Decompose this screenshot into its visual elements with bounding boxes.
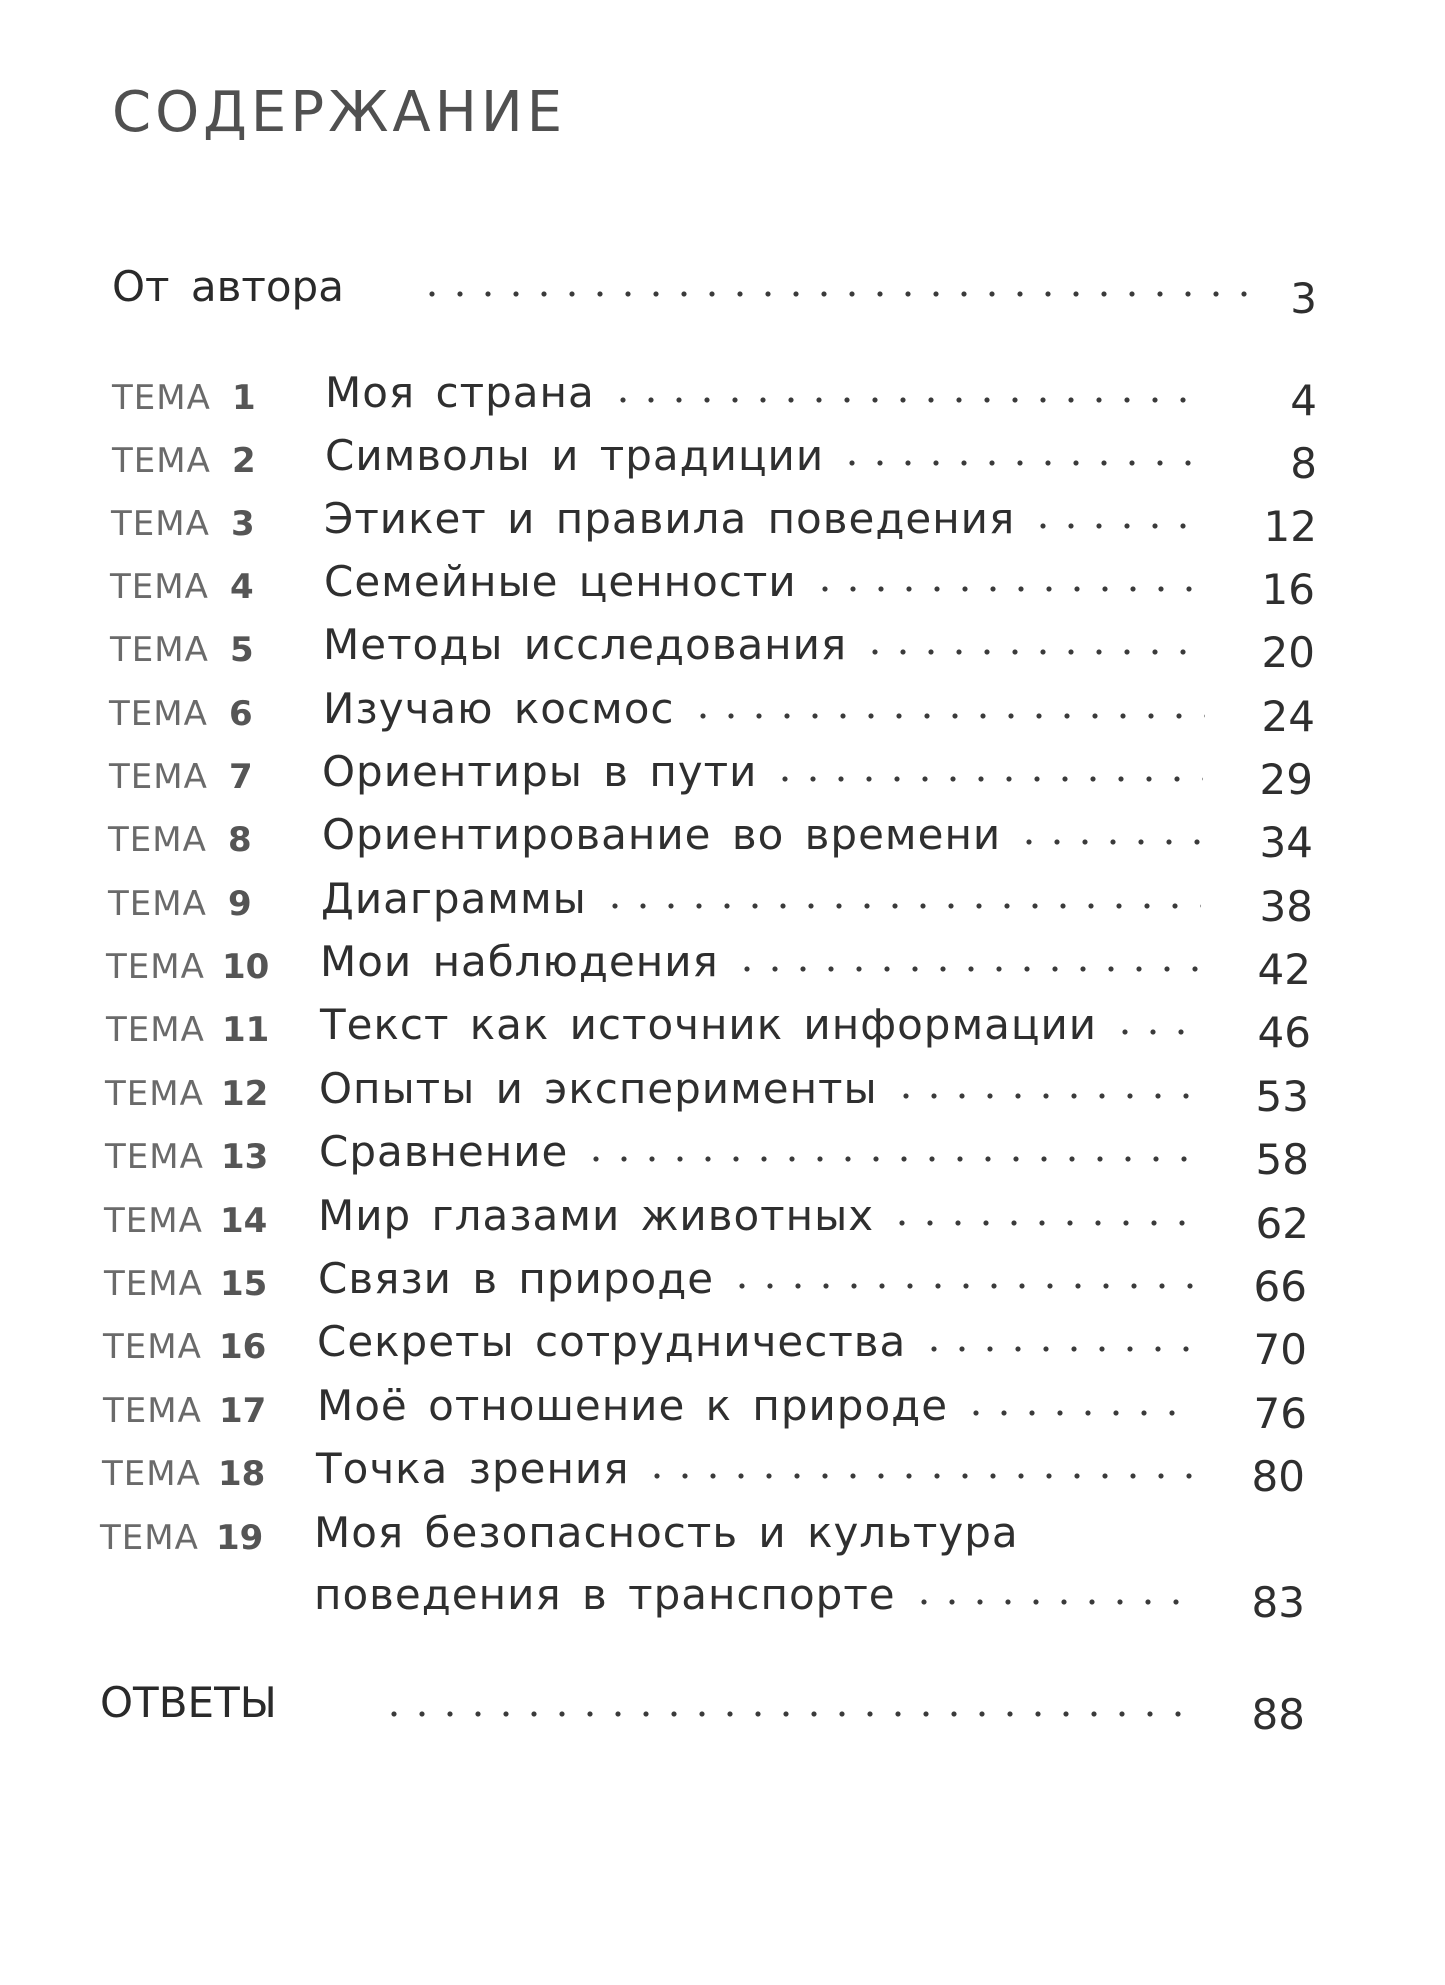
dot-leader [609, 396, 1207, 404]
topic-number: 14 [220, 1201, 268, 1241]
dot-leader [920, 1345, 1195, 1353]
page-number: 34 [1259, 818, 1313, 867]
topic-title: Мир глазами животных [318, 1191, 875, 1240]
topic-prefix: ТЕМА [106, 1010, 205, 1050]
topic-title: Ориентиры в пути [322, 747, 758, 796]
topic-title: Символы и традиции [325, 431, 825, 480]
dot-leader [1111, 1028, 1199, 1036]
topic-prefix: ТЕМА [100, 1518, 199, 1558]
page-number: 83 [1251, 1578, 1305, 1627]
page-number: 12 [1263, 502, 1317, 551]
topic-title: Сравнение [319, 1127, 569, 1176]
topic-prefix: ТЕМА [105, 1074, 204, 1114]
dot-leader [582, 1155, 1197, 1163]
toc-entry-topic-17[interactable] [0, 1381, 1445, 1441]
toc-entry-topic-9[interactable] [0, 874, 1445, 934]
topic-number: 9 [228, 884, 252, 924]
page-number: 8 [1290, 439, 1317, 488]
toc-entry-topic-19[interactable] [0, 1508, 1445, 1632]
topic-number: 5 [230, 630, 254, 670]
topic-number: 11 [222, 1010, 270, 1050]
toc-entry-topic-14[interactable] [0, 1191, 1445, 1251]
topic-title: Моя страна [325, 368, 595, 417]
topic-number: 7 [229, 757, 253, 797]
toc-entry-topic-5[interactable] [0, 620, 1445, 680]
toc-entry-topic-7[interactable] [0, 747, 1445, 807]
dot-leader [418, 290, 1268, 298]
topic-prefix: ТЕМА [109, 694, 208, 734]
page-number: 53 [1255, 1072, 1309, 1121]
toc-entry-topic-18[interactable] [0, 1444, 1445, 1504]
toc-entry-topic-10[interactable] [0, 937, 1445, 997]
topic-number: 1 [232, 378, 256, 418]
page-number: 38 [1259, 882, 1313, 931]
dot-leader [771, 775, 1203, 783]
page-number: 88 [1251, 1690, 1305, 1739]
topic-prefix: ТЕМА [109, 757, 208, 797]
page-number: 29 [1259, 755, 1313, 804]
topic-number: 12 [221, 1074, 269, 1114]
topic-title: Опыты и эксперименты [319, 1064, 878, 1113]
topic-number: 19 [216, 1518, 264, 1558]
dot-leader [888, 1219, 1197, 1227]
topic-number: 17 [219, 1391, 267, 1431]
dot-leader [380, 1710, 1200, 1718]
dot-leader [643, 1472, 1193, 1480]
dot-leader [1015, 838, 1203, 846]
topic-title-line2: поведения в транспорте [314, 1570, 896, 1619]
topic-prefix: ТЕМА [103, 1391, 202, 1431]
topic-prefix: ТЕМА [102, 1454, 201, 1494]
page-number: 58 [1255, 1135, 1309, 1184]
page-number: 16 [1261, 565, 1315, 614]
toc-entry-topic-13[interactable] [0, 1127, 1445, 1187]
toc-entry-topic-6[interactable] [0, 684, 1445, 744]
toc-entry-topic-12[interactable] [0, 1064, 1445, 1124]
topic-prefix: ТЕМА [108, 820, 207, 860]
page-number: 66 [1253, 1262, 1307, 1311]
page-number: 3 [1290, 274, 1317, 323]
topic-prefix: ТЕМА [104, 1201, 203, 1241]
dot-leader [910, 1598, 1195, 1606]
topic-prefix: ТЕМА [110, 567, 209, 607]
page-number: 70 [1253, 1325, 1307, 1374]
topic-prefix: ТЕМА [112, 378, 211, 418]
topic-prefix: ТЕМА [112, 441, 211, 481]
dot-leader [861, 648, 1205, 656]
topic-title: Моя безопасность и культура [314, 1508, 1019, 1557]
page-number: 76 [1253, 1389, 1307, 1438]
toc-entry-intro[interactable] [0, 262, 1445, 322]
topic-number: 8 [228, 820, 252, 860]
topic-title: Точка зрения [316, 1444, 630, 1493]
topic-number: 16 [219, 1327, 267, 1367]
topic-title: Моё отношение к природе [317, 1381, 949, 1430]
topic-title: Методы исследования [323, 620, 848, 669]
dot-leader [733, 965, 1201, 973]
toc-entry-topic-11[interactable] [0, 1000, 1445, 1060]
page-number: 62 [1255, 1199, 1309, 1248]
intro-label: От автора [112, 262, 344, 311]
topic-number: 6 [229, 694, 253, 734]
toc-entry-topic-4[interactable] [0, 557, 1445, 617]
toc-entry-topic-15[interactable] [0, 1254, 1445, 1314]
toc-entry-topic-2[interactable] [0, 431, 1445, 491]
dot-leader [838, 459, 1207, 467]
topic-number: 2 [232, 441, 256, 481]
topic-prefix: ТЕМА [103, 1327, 202, 1367]
topic-title: Семейные ценности [324, 557, 797, 606]
topic-number: 4 [230, 567, 254, 607]
topic-title: Ориентирование во времени [322, 810, 1002, 859]
dot-leader [962, 1409, 1195, 1417]
topic-number: 18 [218, 1454, 266, 1494]
toc-entry-topic-16[interactable] [0, 1317, 1445, 1377]
topic-title: Этикет и правила поведения [324, 494, 1016, 543]
topic-number: 10 [222, 947, 270, 987]
answers-label: ОТВЕТЫ [100, 1678, 277, 1727]
dot-leader [728, 1282, 1197, 1290]
topic-number: 3 [231, 504, 255, 544]
topic-prefix: ТЕМА [111, 504, 210, 544]
page-number: 4 [1290, 376, 1317, 425]
topic-title: Диаграммы [321, 874, 587, 923]
topic-title: Мои наблюдения [320, 937, 719, 986]
topic-title: Изучаю космос [323, 684, 675, 733]
topic-title: Связи в природе [318, 1254, 715, 1303]
toc-entry-topic-1[interactable] [0, 368, 1445, 428]
page-number: 46 [1257, 1008, 1311, 1057]
page-number: 24 [1261, 692, 1315, 741]
topic-prefix: ТЕМА [108, 884, 207, 924]
toc-entry-topic-8[interactable] [0, 810, 1445, 870]
topic-prefix: ТЕМА [105, 1137, 204, 1177]
topic-number: 15 [220, 1264, 268, 1304]
page-number: 20 [1261, 628, 1315, 677]
topic-prefix: ТЕМА [110, 630, 209, 670]
dot-leader [892, 1092, 1199, 1100]
topic-prefix: ТЕМА [104, 1264, 203, 1304]
toc-entry-topic-3[interactable] [0, 494, 1445, 554]
topic-title: Текст как источник информации [320, 1000, 1098, 1049]
dot-leader [1029, 522, 1207, 530]
dot-leader [601, 902, 1201, 910]
page-number: 80 [1251, 1452, 1305, 1501]
dot-leader [689, 712, 1206, 720]
page-number: 42 [1257, 945, 1311, 994]
dot-leader [811, 585, 1205, 593]
topic-number: 13 [221, 1137, 269, 1177]
toc-entry-answers[interactable] [0, 1678, 1445, 1738]
page-title: СОДЕРЖАНИЕ [112, 80, 567, 145]
topic-prefix: ТЕМА [106, 947, 205, 987]
topic-title: Секреты сотрудничества [317, 1317, 907, 1366]
